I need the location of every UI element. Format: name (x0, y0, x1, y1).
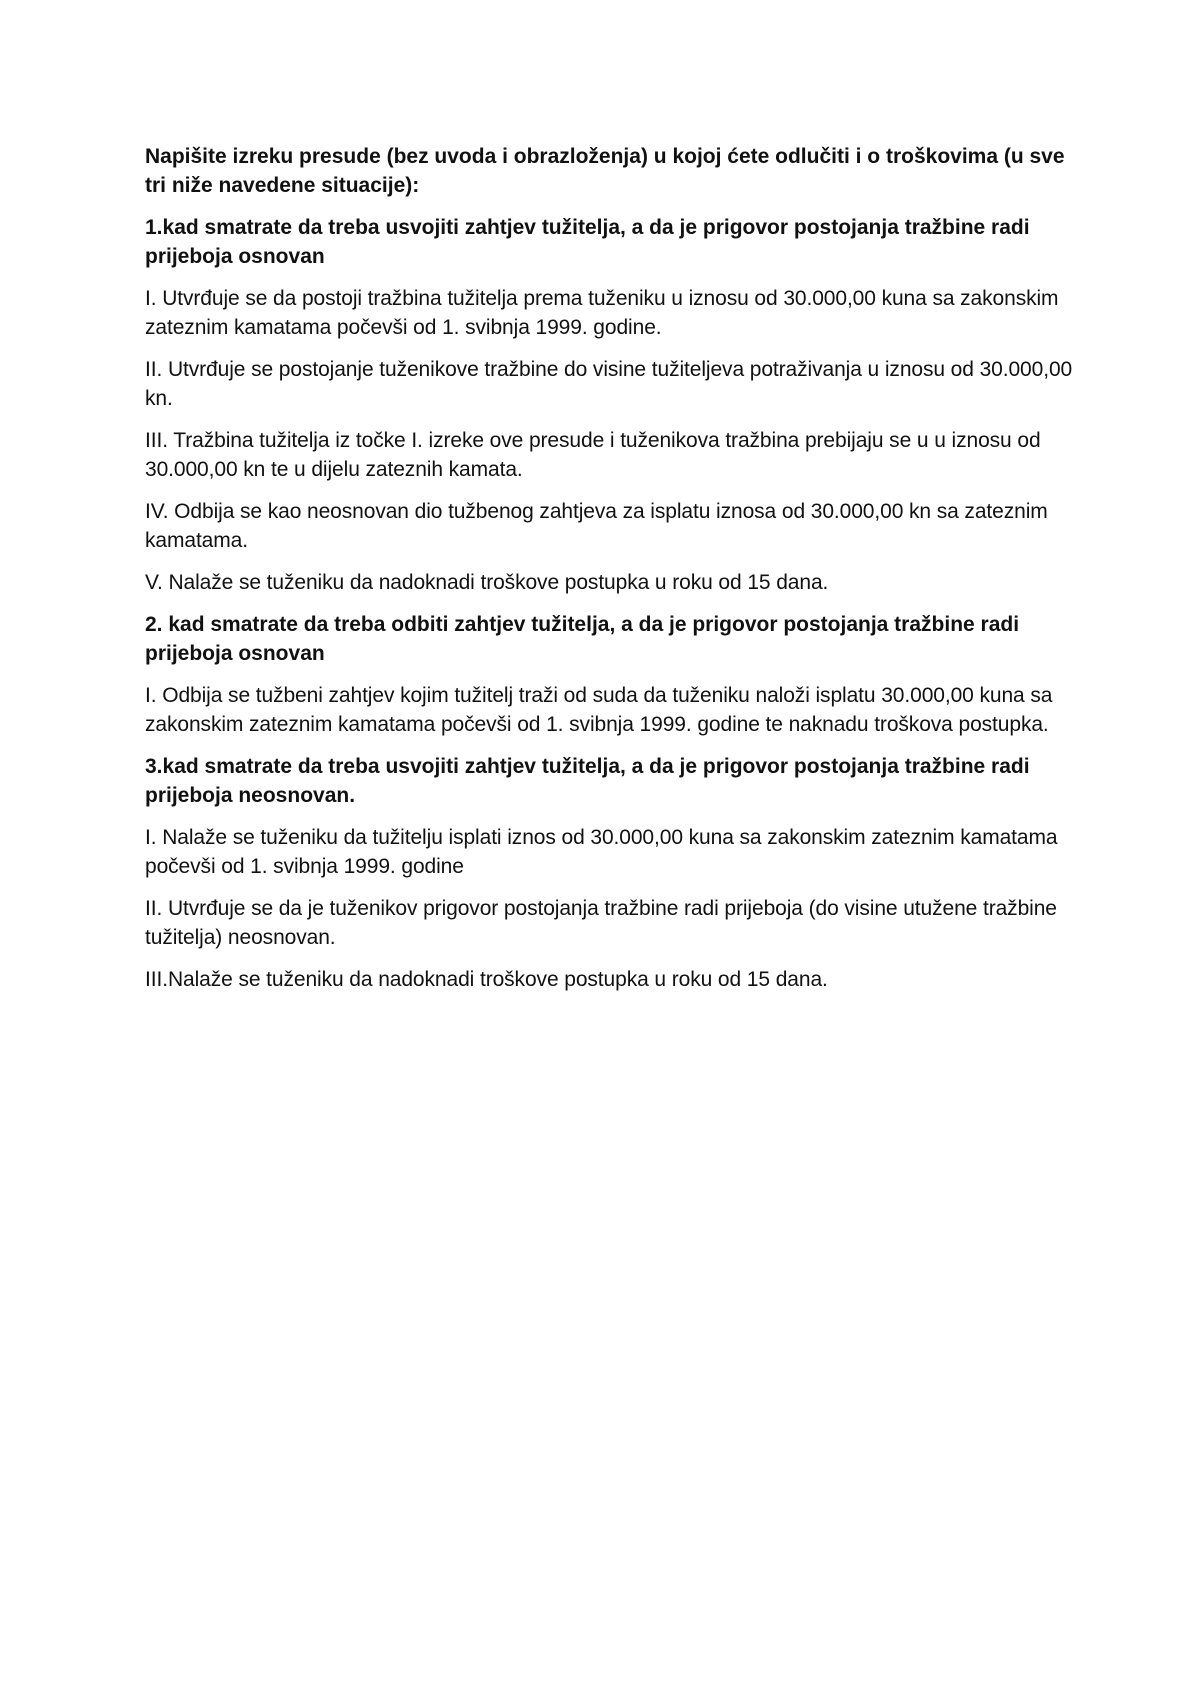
section-1-item-4: IV. Odbija se kao neosnovan dio tužbenog zahtjeva za isplatu iznosa od 30.000,00 kn sa zateznim kamatama. (145, 500, 1048, 552)
section-1-item-5: V. Nalaže se tuženiku da nadoknadi troškove postupka u roku od 15 dana. (145, 571, 829, 594)
section-1-item-3: III. Tražbina tužitelja iz točke I. izreke ove presude i tuženikova tražbina prebijaju se u u iznosu od 30.000,00 kn te u dijelu zateznih kamata. (145, 429, 1041, 481)
section-3-item-2: II. Utvrđuje se da je tuženikov prigovor postojanja tražbine radi prijeboja (do visine utužene tražbine tužitelja) neosnovan. (145, 897, 1057, 949)
section-3-heading: 3.kad smatrate da treba usvojiti zahtjev tužitelja, a da je prigovor postojanja tražbine radi prijeboja neosnovan. (145, 755, 1030, 807)
section-1-item-1: I. Utvrđuje se da postoji tražbina tužitelja prema tuženiku u iznosu od 30.000,00 kuna sa zakonskim zateznim kamatama počevši od 1. svibnja 1999. godine. (145, 287, 1059, 339)
document-page (145, 142, 1075, 1007)
section-3-item-3: III.Nalaže se tuženiku da nadoknadi troškove postupka u roku od 15 dana. (145, 968, 828, 991)
intro-heading: Napišite izreku presude (bez uvoda i obrazloženja) u kojoj ćete odlučiti i o troškovima (u sve tri niže navedene situacije): (145, 145, 1065, 197)
section-1-item-2: II. Utvrđuje se postojanje tuženikove tražbine do visine tužiteljeva potraživanja u iznosu od 30.000,00 kn. (145, 358, 1073, 410)
section-3-item-1: I. Nalaže se tuženiku da tužitelju isplati iznos od 30.000,00 kuna sa zakonskim zateznim kamatama počevši od 1. svibnja 1999. godine (145, 826, 1058, 878)
section-2-heading: 2. kad smatrate da treba odbiti zahtjev tužitelja, a da je prigovor postojanja tražbine radi prijeboja osnovan (145, 613, 1020, 665)
section-1-heading: 1.kad smatrate da treba usvojiti zahtjev tužitelja, a da je prigovor postojanja tražbine radi prijeboja osnovan (145, 216, 1030, 268)
section-2-item-1: I. Odbija se tužbeni zahtjev kojim tužitelj traži od suda da tuženiku naloži isplatu 30.000,00 kuna sa zakonskim zateznim kamatama počevši od 1. svibnja 1999. godine te naknadu troškova postupka. (145, 684, 1053, 736)
